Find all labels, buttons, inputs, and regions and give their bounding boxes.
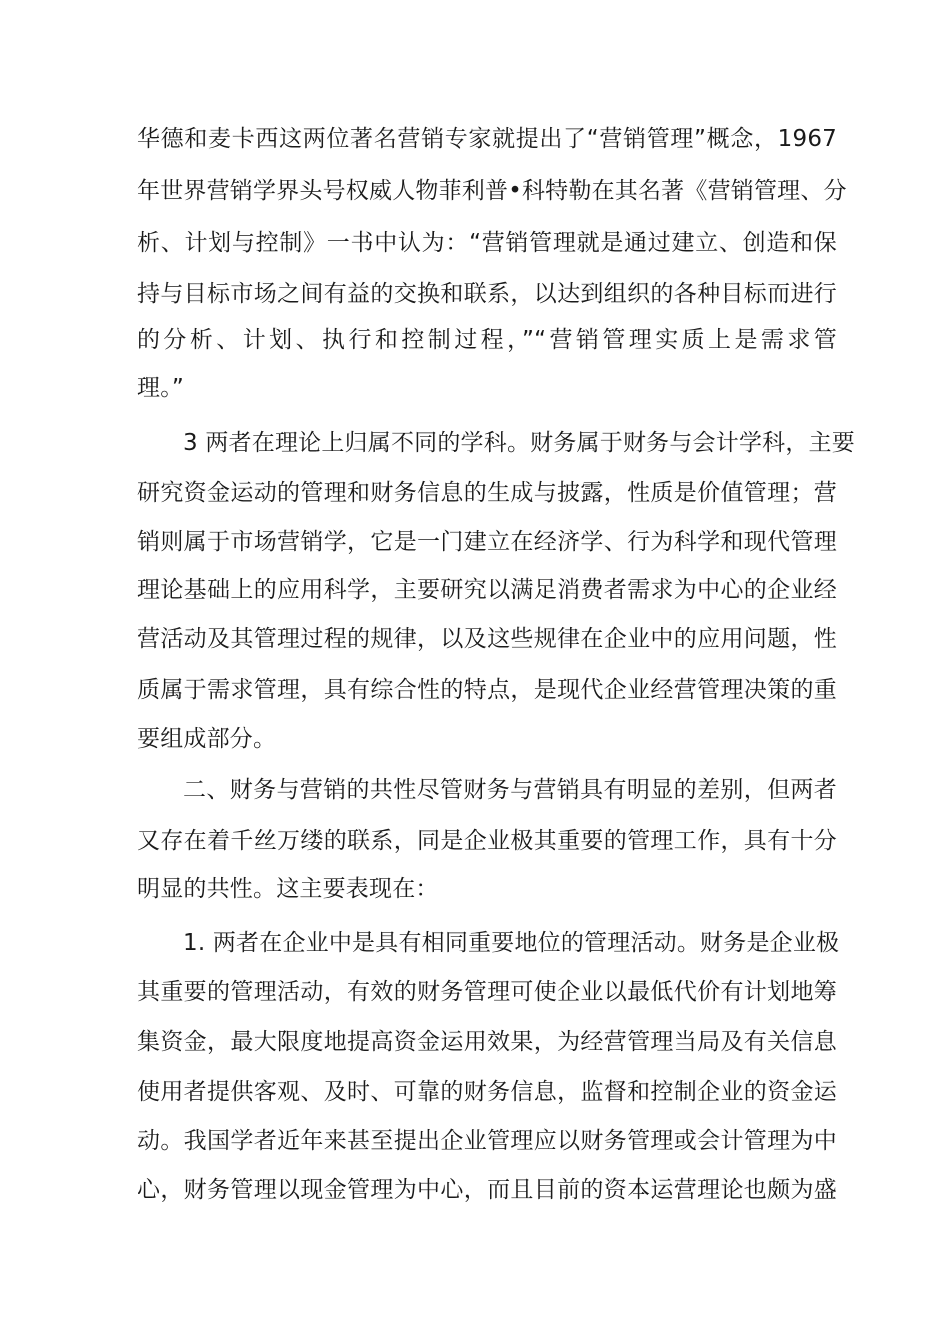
text-line: 明显的共性。这主要表现在： [137, 876, 439, 902]
text-line: 使用者提供客观、及时、可靠的财务信息，监督和控制企业的资金运 [137, 1079, 837, 1105]
text-line: 销则属于市场营销学，它是一门建立在经济学、行为科学和现代管理 [137, 529, 837, 555]
paragraph-first-line: 1. 两者在企业中是具有相同重要地位的管理活动。财务是企业极 [183, 930, 840, 956]
text-line: 质属于需求管理，具有综合性的特点，是现代企业经营管理决策的重 [137, 677, 837, 703]
text-line: 华德和麦卡西这两位著名营销专家就提出了“营销管理”概念，1967 [137, 126, 837, 152]
text-line: 集资金，最大限度地提高资金运用效果，为经营管理当局及有关信息 [137, 1029, 837, 1055]
paragraph-first-line: 二、财务与营销的共性尽管财务与营销具有明显的差别，但两者 [183, 777, 837, 803]
text-line: 理论基础上的应用科学，主要研究以满足消费者需求为中心的企业经 [137, 577, 837, 603]
text-line: 理。” [137, 375, 185, 401]
text-line: 的分析、计划、执行和控制过程，”“营销管理实质上是需求管 [137, 327, 837, 353]
text-line: 动。我国学者近年来甚至提出企业管理应以财务管理或会计管理为中 [137, 1128, 837, 1154]
text-line: 营活动及其管理过程的规律，以及这些规律在企业中的应用问题，性 [137, 626, 837, 652]
text-line: 要组成部分。 [137, 726, 277, 752]
text-line: 其重要的管理活动，有效的财务管理可使企业以最低代价有计划地筹 [137, 979, 837, 1005]
text-line: 析、计划与控制》一书中认为：“营销管理就是通过建立、创造和保 [137, 230, 837, 256]
text-line: 年世界营销学界头号权威人物菲利普•科特勒在其名著《营销管理、分 [137, 178, 847, 204]
text-line: 持与目标市场之间有益的交换和联系，以达到组织的各种目标而进行 [137, 281, 837, 307]
text-line: 又存在着千丝万缕的联系，同是企业极其重要的管理工作，具有十分 [137, 828, 837, 854]
text-line: 研究资金运动的管理和财务信息的生成与披露，性质是价值管理；营 [137, 480, 837, 506]
paragraph-first-line: 3 两者在理论上归属不同的学科。财务属于财务与会计学科，主要 [183, 430, 855, 456]
text-line: 心，财务管理以现金管理为中心，而且目前的资本运营理论也颇为盛 [137, 1177, 837, 1203]
